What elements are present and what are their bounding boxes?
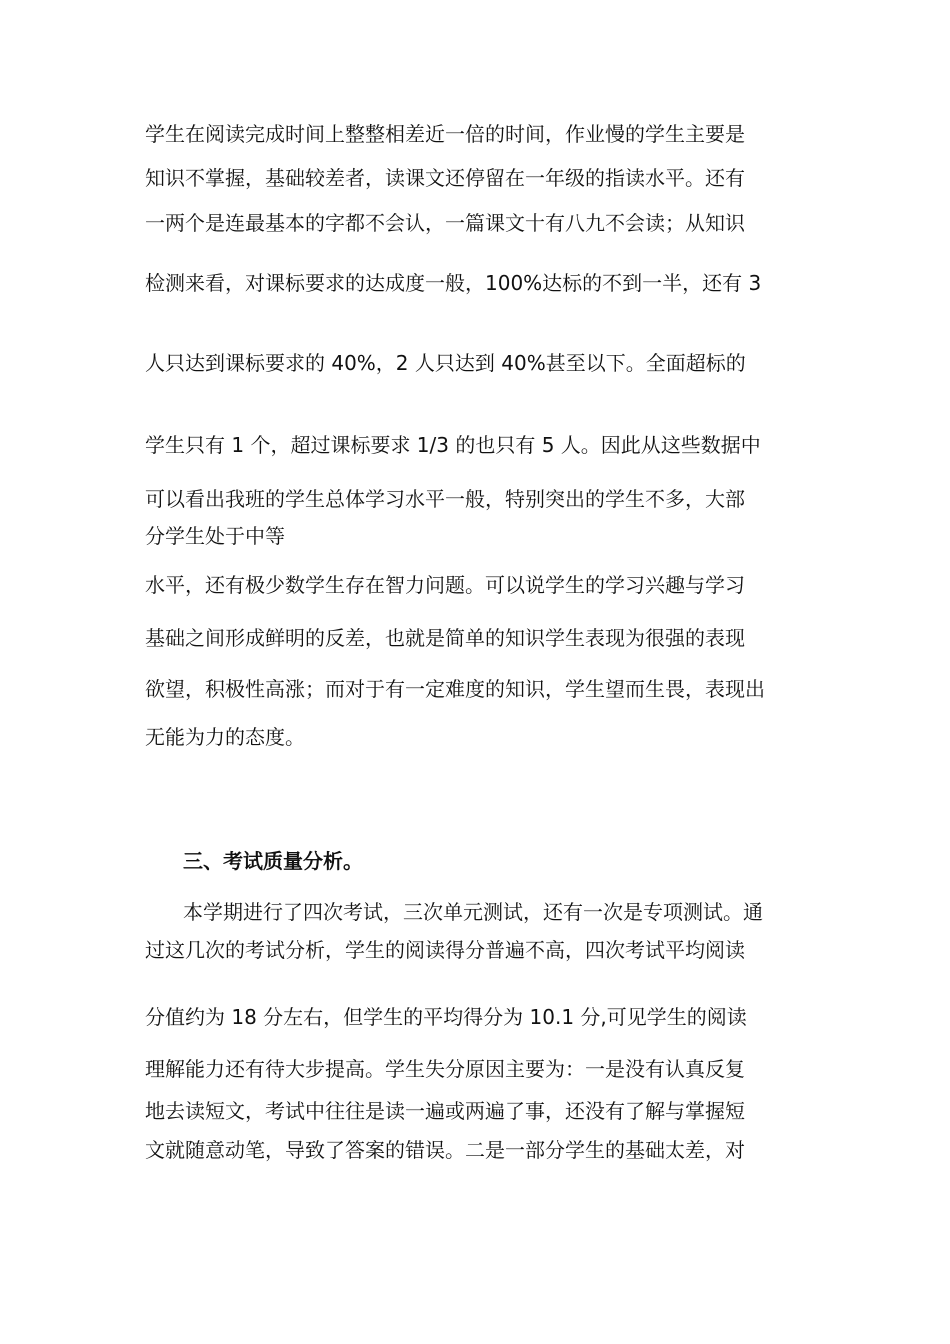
body-line: 检测来看，对课标要求的达成度一般，100%达标的不到一半，还有 3 — [145, 271, 762, 295]
body-line: 学生在阅读完成时间上整整相差近一倍的时间，作业慢的学生主要是 — [145, 122, 745, 146]
body-line: 知识不掌握，基础较差者，读课文还停留在一年级的指读水平。还有 — [145, 166, 745, 190]
body-line: 一两个是连最基本的字都不会认，一篇课文十有八九不会读；从知识 — [145, 211, 745, 235]
section-line: 分值约为 18 分左右，但学生的平均得分为 10.1 分,可见学生的阅读 — [145, 1005, 747, 1029]
body-line: 分学生处于中等 — [145, 524, 285, 548]
body-line: 人只达到课标要求的 40%，2 人只达到 40%甚至以下。全面超标的 — [145, 351, 746, 375]
section-line: 本学期进行了四次考试，三次单元测试，还有一次是专项测试。通 — [183, 900, 763, 924]
body-line: 欲望，积极性高涨；而对于有一定难度的知识，学生望而生畏，表现出 — [145, 677, 765, 701]
section-line: 文就随意动笔，导致了答案的错误。二是一部分学生的基础太差，对 — [145, 1138, 745, 1162]
section-line: 地去读短文，考试中往往是读一遍或两遍了事，还没有了解与掌握短 — [145, 1099, 745, 1123]
body-line: 可以看出我班的学生总体学习水平一般，特别突出的学生不多，大部 — [145, 487, 745, 511]
section-line: 过这几次的考试分析，学生的阅读得分普遍不高，四次考试平均阅读 — [145, 938, 745, 962]
section-line: 理解能力还有待大步提高。学生失分原因主要为：一是没有认真反复 — [145, 1057, 745, 1081]
body-line: 无能为力的态度。 — [145, 725, 305, 749]
body-line: 基础之间形成鲜明的反差，也就是简单的知识学生表现为很强的表现 — [145, 626, 745, 650]
body-line: 水平，还有极少数学生存在智力问题。可以说学生的学习兴趣与学习 — [145, 573, 745, 597]
section-heading: 三、考试质量分析。 — [183, 849, 363, 873]
body-line: 学生只有 1 个，超过课标要求 1/3 的也只有 5 人。因此从这些数据中 — [145, 433, 761, 457]
